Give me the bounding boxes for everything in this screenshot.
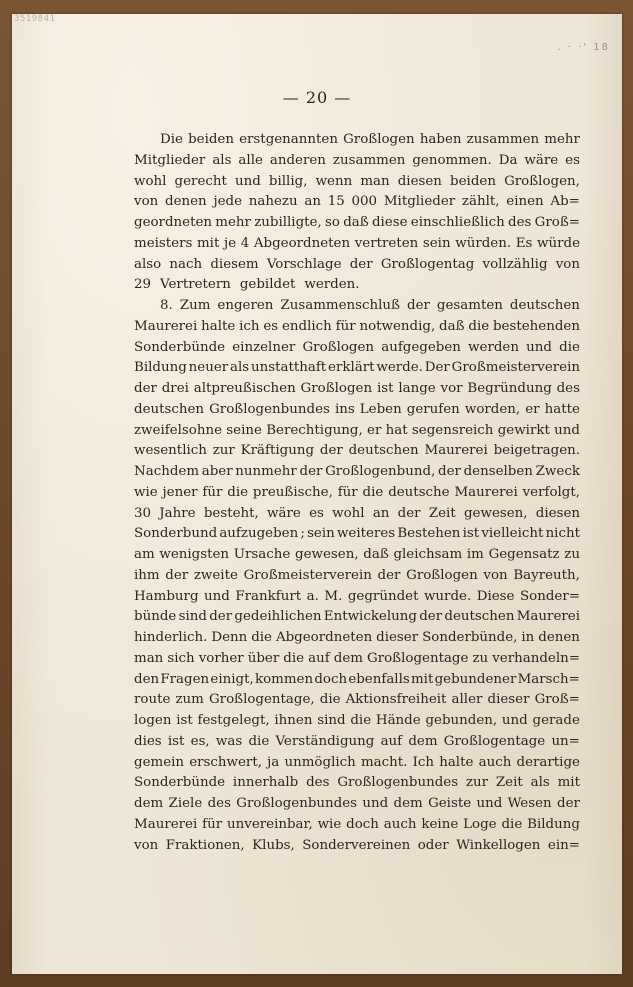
text-line: wohl gerecht und billig, wenn man diesen beiden Großlogen, [134, 173, 580, 189]
text-line: 8. Zum engeren Zusammenschluß der gesamten deutschen [160, 298, 580, 313]
text-line: meisters mit je 4 Abgeordneten vertreten sein würden. Es würde [134, 235, 580, 251]
body-text [134, 130, 580, 856]
text-line: ihm der zweite Großmeisterverein der Großlogen von Bayreuth, [134, 567, 580, 583]
text-line: am wenigsten Ursache gewesen, daß gleichsam im Gegensatz zu [134, 547, 580, 562]
text-line: Maurerei für unvereinbar, wie doch auch keine Loge die Bildung [134, 816, 580, 832]
text-line: Maurerei halte ich es endlich für notwendig, daß die bestehenden [134, 318, 580, 334]
text-line: Sonderbund aufzugeben ; sein weiteres Bestehen ist vielleicht nicht [134, 526, 580, 542]
page-number: — 20 — [282, 88, 352, 107]
text-line: 29 Vertretern gebildet werden. [134, 277, 360, 293]
text-line: den Fragen einigt, kommen doch ebenfalls mit gebundener Marsch= [134, 671, 580, 687]
text-line: bünde sind der gedeihlichen Entwickelung der deutschen Maurerei [134, 609, 580, 625]
text-line: dem Ziele des Großlogenbundes und dem Geiste und Wesen der [134, 796, 580, 811]
text-line: dies ist es, was die Verständigung auf dem Großlogentage un= [134, 733, 580, 749]
text-line: gemein erschwert, ja unmöglich macht. Ich halte auch derartige [134, 754, 580, 770]
book-page [12, 14, 622, 974]
text-line: route zum Großlogentage, die Aktionsfreiheit aller dieser Groß= [134, 692, 580, 708]
text-line: hinderlich. Denn die Abgeordneten dieser Sonderbünde, in denen [134, 630, 580, 645]
text-line: Hamburg und Frankfurt a. M. gegründet wurde. Diese Sonder= [134, 588, 580, 604]
text-line: man sich vorher über die auf dem Großlogentage zu verhandeln= [134, 650, 580, 666]
text-line: Nachdem aber nunmehr der Großlogenbund, der denselben Zweck [134, 464, 580, 479]
text-line: wesentlich zur Kräftigung der deutschen Maurerei beigetragen. [134, 443, 580, 459]
text-line: 30 Jahre besteht, wäre es wohl an der Zeit gewesen, diesen [134, 505, 580, 521]
text-line: also nach diesem Vorschlage der Großlogentag vollzählig von [134, 256, 580, 272]
text-line: Bildung neuer als unstatthaft erklärt werde. Der Großmeisterverein [134, 360, 580, 376]
text-line: Mitglieder als alle anderen zusammen genommen. Da wäre es [134, 152, 580, 168]
text-line: von denen jede nahezu an 15 000 Mitglieder zählt, einen Ab= [134, 194, 580, 210]
library-stamp: 3519841 [14, 14, 56, 24]
text-line: logen ist festgelegt, ihnen sind die Hände gebunden, und gerade [134, 713, 580, 728]
text-line: Sonderbünde einzelner Großlogen aufgegeben werden und die [134, 339, 580, 355]
text-line: der drei altpreußischen Großlogen ist lange vor Begründung des [134, 381, 580, 396]
text-line: von Fraktionen, Klubs, Sondervereinen oder Winkellogen ein= [134, 837, 580, 853]
pencil-annotation: . · ·' 18 [557, 42, 610, 53]
text-line: zweifelsohne seine Berechtigung, er hat segensreich gewirkt und [134, 422, 580, 438]
text-line: Die beiden erstgenannten Großlogen haben zusammen mehr [160, 132, 580, 147]
text-line: geordneten mehr zubilligte, so daß diese einschließlich des Groß= [134, 215, 580, 230]
text-line: deutschen Großlogenbundes ins Leben gerufen worden, er hatte [134, 401, 580, 417]
text-line: Sonderbünde innerhalb des Großlogenbundes zur Zeit als mit [134, 775, 580, 791]
text-line: wie jener für die preußische, für die deutsche Maurerei verfolgt, [134, 484, 580, 500]
